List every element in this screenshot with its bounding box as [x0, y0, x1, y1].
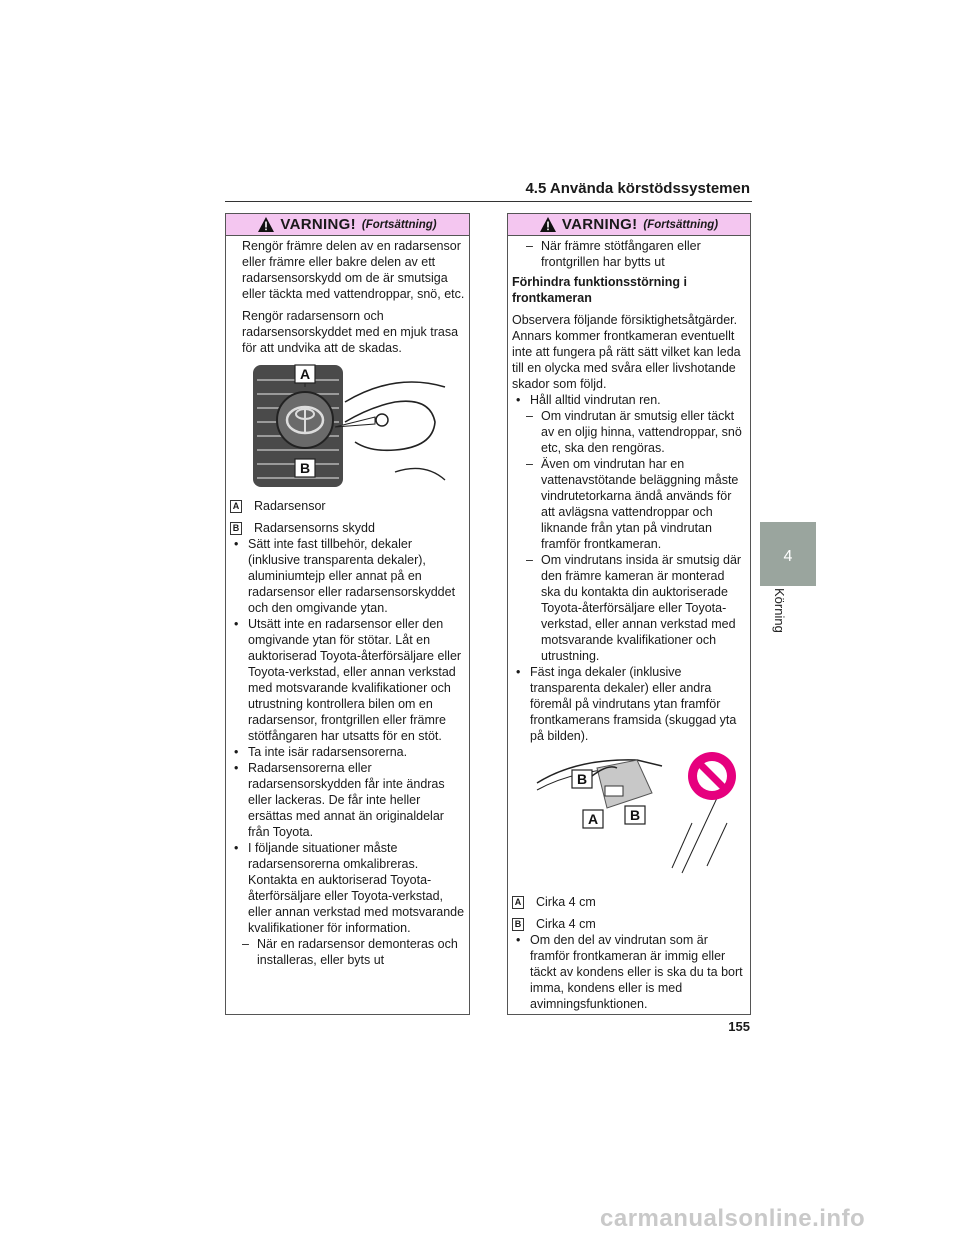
subheading: Förhindra funktionsstörning i frontkameran — [512, 275, 687, 305]
list-item: • Om den del av vindrutan som är framför frontkameran är immig eller täckt av kondens eller is ska du ta bort imma, kondens eller is med avimningsfunktionen. — [512, 932, 746, 1012]
list-item: • Ta inte isär radarsensorerna. — [230, 744, 465, 760]
dash-list — [512, 408, 746, 664]
warning-box-left — [225, 213, 470, 1015]
warning-continuation: (Fortsättning) — [361, 218, 437, 231]
list-item: • Sätt inte fast tillbehör, dekaler (inklusive transparenta dekaler), aluminiumtejp eller annat på en radarsensor eller radarsensorskyddet och den omgivande ytan. — [230, 536, 465, 616]
warning-triangle-icon — [258, 217, 274, 232]
paragraph: Observera följande försiktighetsåtgärder. Annars kommer frontkameran eventuellt inte att fungera på rätt sätt vilket kan leda till en olycka med svåra eller livshotande skador som följd. — [512, 313, 741, 391]
list-item: – Om vindrutans insida är smutsig där den främre kameran är monterad ska du kontakta din auktoriserade Toyota-återförsäljare eller Toyota-verkstad, eller annan verkstad med motsvarande kvalifikationer och utrustning. — [526, 552, 746, 664]
paragraph: Rengör främre delen av en radarsensor eller främre eller bakre delen av ett radarsensorskydd om de är smutsiga eller täckta med vattendroppar, snö, etc. — [242, 239, 465, 301]
dash-list — [512, 238, 746, 270]
legend-text: Cirka 4 cm — [536, 917, 596, 931]
warning-header — [508, 214, 750, 236]
warning-box-right — [507, 213, 751, 1015]
figure-label-b: B — [629, 807, 640, 823]
warning-header — [226, 214, 469, 236]
legend-item — [230, 498, 465, 514]
legend-item — [512, 894, 746, 910]
list-item: – Om vindrutan är smutsig eller täckt av en oljig hinna, vattendroppar, snö etc, ska den rengöras. — [526, 408, 746, 456]
warning-continuation: (Fortsättning) — [643, 218, 719, 231]
bullet-list — [230, 536, 465, 936]
warning-word: VARNING! — [280, 216, 356, 233]
legend-text: Radarsensor — [254, 499, 326, 513]
legend-text: Radarsensorns skydd — [254, 521, 375, 535]
list-item: • Radarsensorerna eller radarsensorskydden får inte ändras eller lackeras. De får inte heller ersättas med annat än originaldelar från Toyota. — [230, 760, 465, 840]
list-item: • Utsätt inte en radarsensor eller den omgivande ytan för stötar. Låt en auktoriserad Toyota-återförsäljare eller Toyota-verkstad, eller annan verkstad med motsvarande kvalifikationer och utrustning kontrollera bilen om en radarsensor, frontgrillen eller främre stötfångaren har utsatts för en stöt. — [230, 616, 465, 744]
legend-item — [230, 520, 465, 536]
list-item: – När främre stötfångaren eller frontgrillen har bytts ut — [526, 238, 746, 270]
radar-sensor-figure — [245, 362, 450, 492]
list-item: • Håll alltid vindrutan ren. — [512, 392, 746, 408]
list-item: – När en radarsensor demonteras och installeras, eller byts ut — [242, 936, 465, 968]
figure-label-a: A — [299, 366, 311, 382]
bullet-list — [512, 932, 746, 1012]
figure-label-b-top: B — [576, 771, 587, 787]
bullet-list — [512, 392, 746, 408]
list-item: • Fäst inga dekaler (inklusive transparenta dekaler) eller andra föremål på vindrutans ytan framför frontkamerans framsida (skuggad yta på bilden). — [512, 664, 746, 744]
legend-key: B — [512, 918, 524, 931]
watermark: carmanualsonline.info — [600, 1205, 866, 1232]
section-title: 4.5 Använda körstödssystemen — [525, 180, 750, 197]
chapter-label: Körning — [772, 588, 787, 633]
windshield-camera-figure — [517, 748, 742, 888]
warning-triangle-icon — [540, 217, 556, 232]
figure-label-b: B — [299, 460, 311, 476]
list-item: – Även om vindrutan har en vattenavstötande beläggning måste vindrutetorkarna ändå används för att avlägsna vattendroppar och liknande från ytan på vindrutan framför frontkameran. — [526, 456, 746, 552]
figure-label-a: A — [587, 811, 598, 827]
legend-key: A — [512, 896, 524, 909]
chapter-number: 4 — [783, 548, 793, 565]
dash-list — [230, 936, 465, 968]
legend-text: Cirka 4 cm — [536, 895, 596, 909]
bullet-list — [512, 664, 746, 744]
legend-key: B — [230, 522, 242, 535]
legend-item — [512, 916, 746, 932]
paragraph: Rengör radarsensorn och radarsensorskyddet med en mjuk trasa för att undvika att de skadas. — [242, 309, 459, 355]
list-item: • I följande situationer måste radarsensorerna omkalibreras. Kontakta en auktoriserad Toyota-återförsäljare eller Toyota-verkstad, eller annan verkstad med motsvarande kvalifikationer för information. — [230, 840, 465, 936]
section-divider — [225, 201, 752, 202]
legend-key: A — [230, 500, 242, 513]
warning-word: VARNING! — [561, 216, 638, 233]
prohibit-icon — [688, 752, 736, 800]
page-number: 155 — [728, 1019, 750, 1034]
